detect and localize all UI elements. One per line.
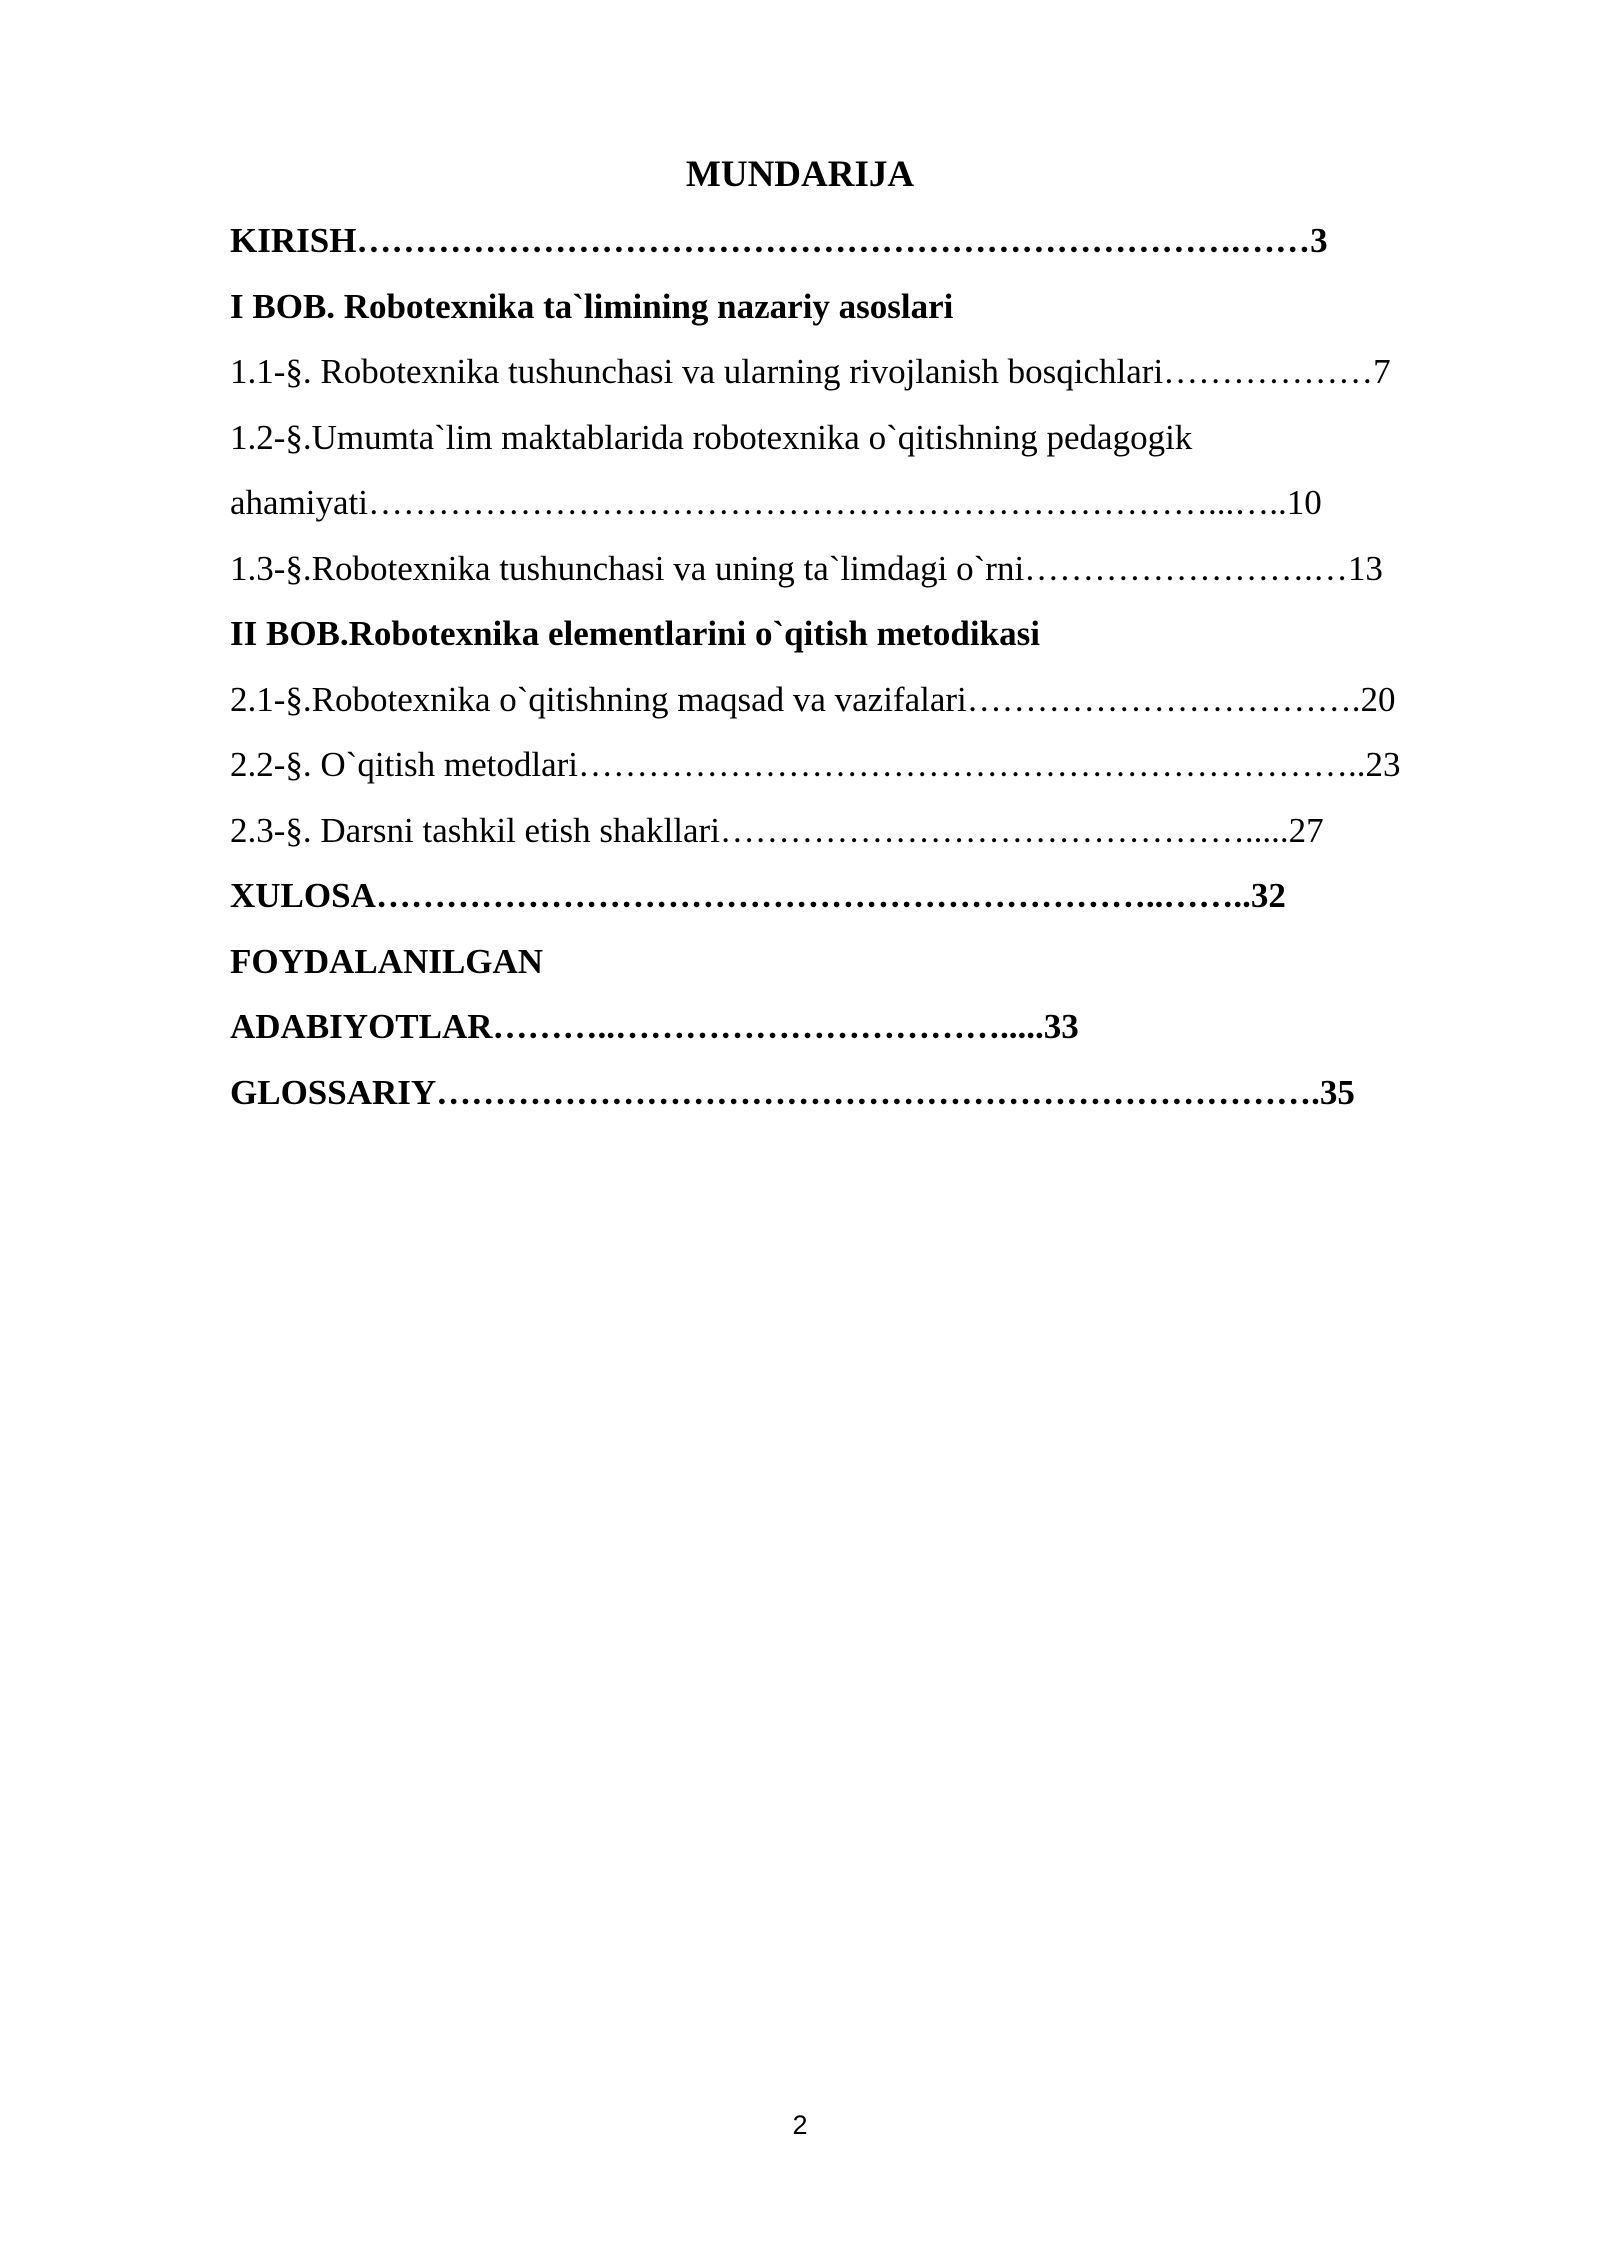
toc-line: 1.2-§.Umumta`lim maktablarida robotexnika o`qitishning pedagogik [230,417,1193,457]
page-title: MUNDARIJA [685,154,915,195]
toc-line: XULOSA…………………………………………………………..……..32 [230,876,1286,915]
table-of-contents [230,217,1500,1134]
toc-line: KIRISH………………………………………………………………….……3 [230,221,1328,260]
toc-line: 1.3-§.Robotexnika tushunchasi va uning ta`limdagi o`rni…………………….…13 [230,548,1383,588]
toc-line: ahamiyati………………………………………………………………...…..10 [230,483,1322,522]
toc-line: 2.1-§.Robotexnika o`qitishning maqsad va vazifalari…………………………….20 [230,679,1396,719]
toc-line: GLOSSARIY………………………………………………………………….35 [230,1072,1355,1112]
toc-line: ADABIYOTLAR………..…………………………….....33 [230,1007,1079,1046]
toc-line: 1.1-§. Robotexnika tushunchasi va ularning rivojlanish bosqichlari………………7 [230,352,1391,391]
toc-line: FOYDALANILGAN [230,941,544,981]
page-number: 2 [792,2110,808,2140]
toc-line: 2.2-§. O`qitish metodlari…………………………………………………………..23 [230,745,1401,784]
toc-line: I BOB. Robotexnika ta`limining nazariy asoslari [230,286,954,326]
toc-line: II BOB.Robotexnika elementlarini o`qitish metodikasi [230,614,1040,653]
toc-line: 2.3-§. Darsni tashkil etish shakllari……………………………………….....27 [230,810,1324,850]
